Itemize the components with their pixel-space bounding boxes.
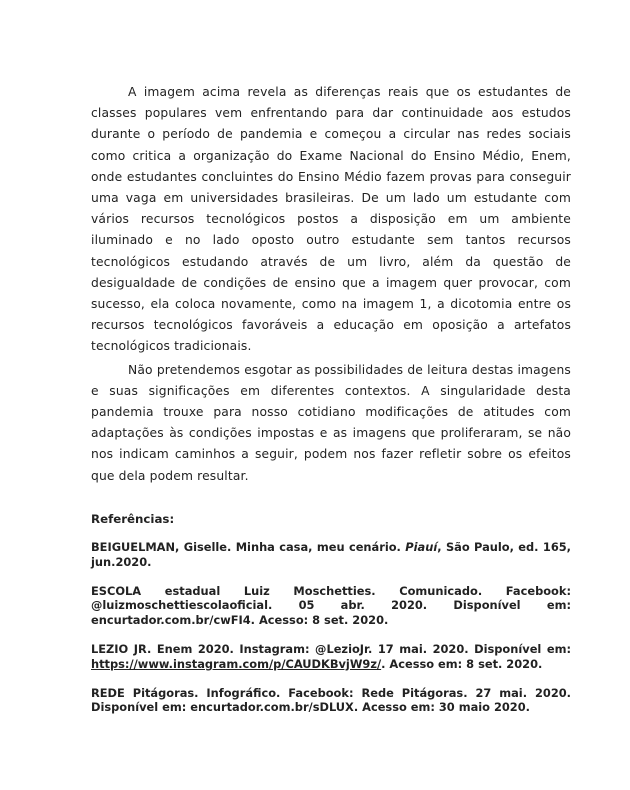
reference-item bbox=[91, 584, 571, 628]
reference-item bbox=[91, 686, 571, 716]
reference-text: LEZIO JR. Enem 2020. Instagram: @LezioJr. 17 mai. 2020. Disponível em: bbox=[91, 641, 571, 656]
reference-item bbox=[91, 642, 571, 672]
reference-text: , São Paulo, ed. 165, jun.2020. bbox=[91, 540, 571, 569]
reference-text: BEIGUELMAN, Giselle. Minha casa, meu cenário. bbox=[91, 540, 406, 554]
reference-text: REDE Pitágoras. Infográfico. Facebook: Rede Pitágoras. 27 mai. 2020. Disponível em: encurtador.com.br/sDLUX. Acesso em: 30 maio 2020. bbox=[91, 685, 571, 715]
reference-text: ESCOLA estadual Luiz Moschetties. Comunicado. Facebook: @luizmoschettiescolaoficial. 05 abr. 2020. Disponível em: encurtador.com.br/cwFI4. Acesso: 8 set. 2020. bbox=[91, 583, 571, 628]
reference-text: . Acesso em: 8 set. 2020. bbox=[381, 656, 543, 671]
body-text bbox=[91, 82, 571, 489]
references-heading: Referências: bbox=[91, 512, 175, 526]
reference-item bbox=[91, 540, 571, 570]
paragraph: Não pretendemos esgotar as possibilidades de leitura destas imagens e suas significações em diferentes contextos. A singularidade desta pandemia trouxe para nosso cotidiano modificações de atitudes com adaptações às condições impostas e as imagens que proliferaram, se não nos indicam caminhos a seguir, podem nos fazer refletir sobre os efeitos que dela podem resultar. bbox=[91, 362, 571, 483]
reference-link[interactable]: https://www.instagram.com/p/CAUDKBvjW9z/ bbox=[91, 656, 382, 671]
reference-italic-title: Piauí bbox=[405, 540, 438, 554]
references-list bbox=[91, 540, 571, 729]
paragraph: A imagem acima revela as diferenças reais que os estudantes de classes populares vem enfrentando para dar continuidade aos estudos durante o período de pandemia e começou a circular nas redes sociais como critica a organização do Exame Nacional do Ensino Médio, Enem, onde estudantes concluintes do Ensino Médio fazem provas para conseguir uma vaga em universidades brasileiras. De um lado um estudante com vários recursos tecnológicos postos a disposição em um ambiente iluminado e no lado oposto outro estudante sem tantos recursos tecnológicos estudando através de um livro, além da questão de desigualdade de condições de ensino que a imagem quer provocar, com sucesso, ela coloca novamente, como na imagem 1, a dicotomia entre os recursos tecnológicos favoráveis a educação em oposição a artefatos tecnológicos tradicionais. bbox=[91, 85, 571, 354]
